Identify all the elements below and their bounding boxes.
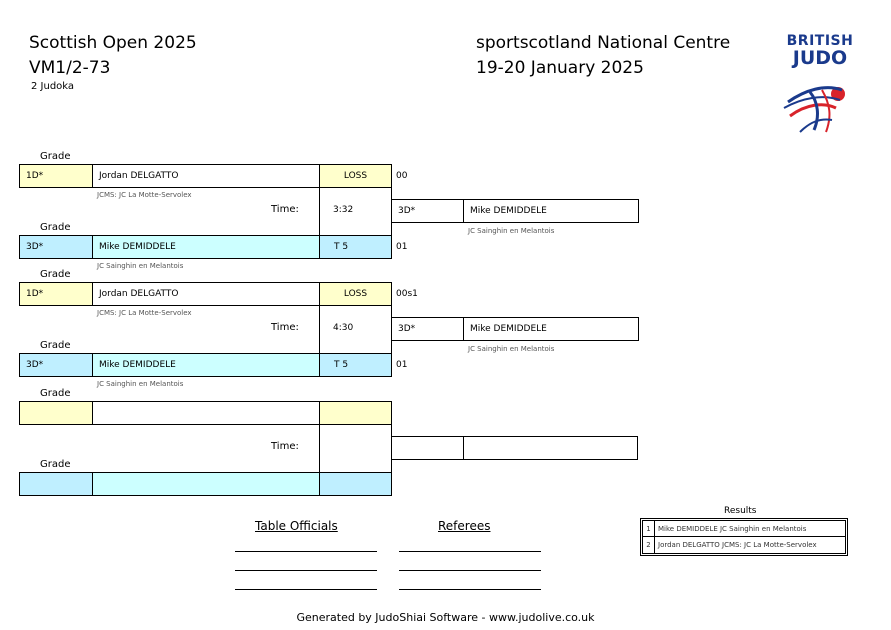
blue-result-cell bbox=[319, 472, 392, 496]
judoka-figure-icon bbox=[780, 72, 860, 142]
winner-grade-cell bbox=[391, 436, 464, 460]
time-label: Time: bbox=[271, 322, 299, 333]
blue-competitor-name[interactable]: Mike DEMIDDELE bbox=[92, 353, 320, 377]
blue-result-cell: T 5 bbox=[319, 235, 392, 259]
white-club: JCMS: JC La Motte-Servolex bbox=[97, 191, 192, 199]
match-time: 4:30 bbox=[333, 323, 354, 333]
blue-club: JC Sainghin en Melantois bbox=[97, 262, 184, 270]
blue-grade-cell bbox=[19, 472, 93, 496]
results-heading: Results bbox=[724, 506, 757, 516]
white-score: 00 bbox=[396, 171, 408, 181]
match-divider bbox=[319, 188, 320, 235]
white-grade-cell: 1D* bbox=[19, 164, 93, 188]
grade-label: Grade bbox=[40, 269, 71, 280]
match-time: 3:32 bbox=[333, 205, 354, 215]
white-grade-cell bbox=[19, 401, 93, 425]
white-competitor-name[interactable]: Jordan DELGATTO bbox=[92, 282, 320, 306]
time-label: Time: bbox=[271, 204, 299, 215]
competition-title: Scottish Open 2025 bbox=[29, 33, 197, 53]
dates-title: 19-20 January 2025 bbox=[476, 58, 644, 78]
white-score: 00s1 bbox=[396, 289, 418, 299]
blue-grade-cell: 3D* bbox=[19, 353, 93, 377]
venue-title: sportscotland National Centre bbox=[476, 33, 731, 53]
blue-score: 01 bbox=[396, 360, 408, 370]
winner-grade-cell: 3D* bbox=[391, 317, 464, 341]
blue-club: JC Sainghin en Melantois bbox=[97, 380, 184, 388]
result-place: 1 bbox=[642, 520, 655, 537]
white-result-cell: LOSS bbox=[319, 282, 392, 306]
signature-line bbox=[399, 570, 541, 571]
judoka-count: 2 Judoka bbox=[31, 81, 75, 92]
winner-club: JC Sainghin en Melantois bbox=[468, 227, 555, 235]
logo-text-british: BRITISH bbox=[786, 33, 854, 49]
signature-line bbox=[399, 551, 541, 552]
white-competitor-name[interactable]: Jordan DELGATTO bbox=[92, 164, 320, 188]
result-place: 2 bbox=[642, 536, 655, 554]
signature-line bbox=[399, 589, 541, 590]
signature-line bbox=[235, 589, 377, 590]
grade-label: Grade bbox=[40, 388, 71, 399]
blue-result-cell: T 5 bbox=[319, 353, 392, 377]
blue-competitor-name[interactable]: Mike DEMIDDELE bbox=[92, 235, 320, 259]
white-club: JCMS: JC La Motte-Servolex bbox=[97, 309, 192, 317]
british-judo-logo bbox=[780, 34, 860, 144]
match-divider bbox=[319, 306, 320, 353]
time-label: Time: bbox=[271, 441, 299, 452]
winner-grade-cell: 3D* bbox=[391, 199, 464, 223]
table-officials-heading: Table Officials bbox=[255, 519, 338, 533]
white-result-cell: LOSS bbox=[319, 164, 392, 188]
category-title: VM1/2-73 bbox=[29, 58, 111, 78]
signature-line bbox=[235, 551, 377, 552]
blue-score: 01 bbox=[396, 242, 408, 252]
blue-competitor-name[interactable] bbox=[92, 472, 320, 496]
grade-label: Grade bbox=[40, 459, 71, 470]
result-entry: Mike DEMIDDELE JC Sainghin en Melantois bbox=[654, 520, 846, 537]
result-entry: Jordan DELGATTO JCMS: JC La Motte-Servolex bbox=[654, 536, 846, 554]
grade-label: Grade bbox=[40, 151, 71, 162]
white-grade-cell: 1D* bbox=[19, 282, 93, 306]
winner-name[interactable]: Mike DEMIDDELE bbox=[463, 199, 639, 223]
blue-grade-cell: 3D* bbox=[19, 235, 93, 259]
winner-club: JC Sainghin en Melantois bbox=[468, 345, 555, 353]
white-competitor-name[interactable] bbox=[92, 401, 320, 425]
grade-label: Grade bbox=[40, 340, 71, 351]
match-divider bbox=[319, 425, 320, 472]
signature-line bbox=[235, 570, 377, 571]
winner-name[interactable] bbox=[463, 436, 638, 460]
logo-text-judo: JUDO bbox=[792, 47, 848, 69]
winner-name[interactable]: Mike DEMIDDELE bbox=[463, 317, 639, 341]
footer-credit: Generated by JudoShiai Software - www.judolive.co.uk bbox=[296, 611, 595, 624]
white-result-cell bbox=[319, 401, 392, 425]
referees-heading: Referees bbox=[438, 519, 491, 533]
grade-label: Grade bbox=[40, 222, 71, 233]
